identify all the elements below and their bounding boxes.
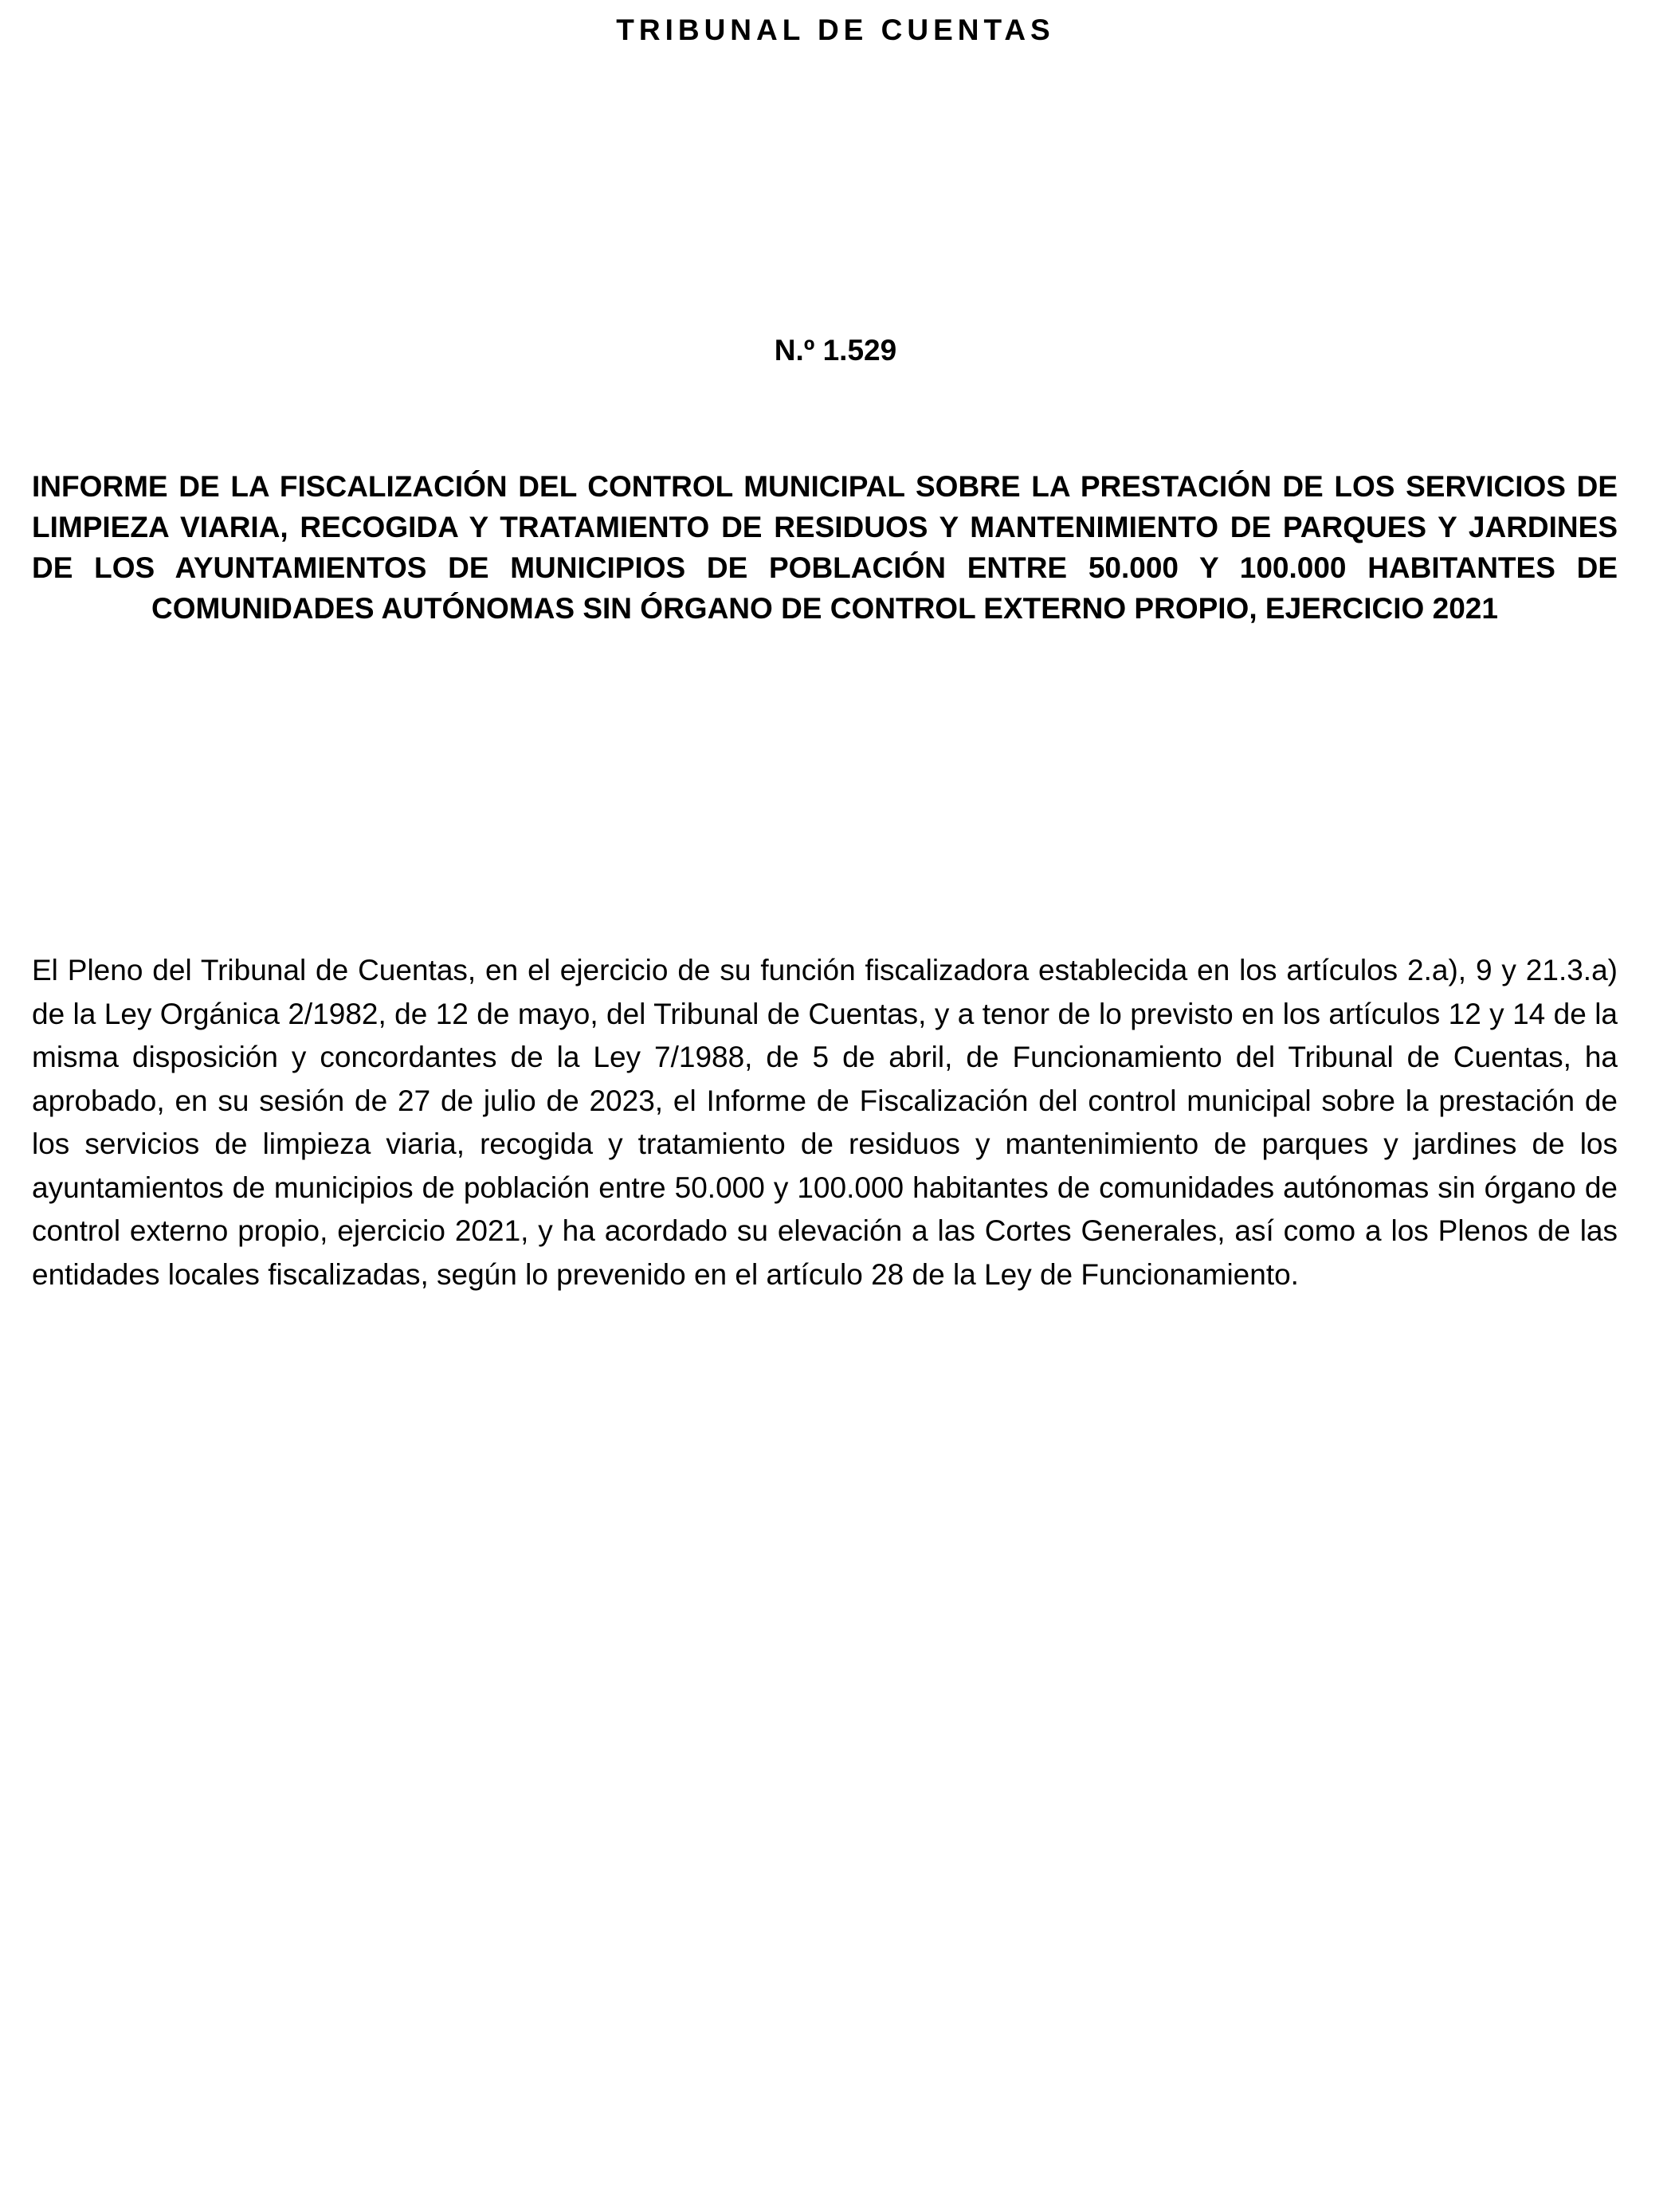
report-title: INFORME DE LA FISCALIZACIÓN DEL CONTROL MUNICIPAL SOBRE LA PRESTACIÓN DE LOS SERVICIOS DE LIMPIEZA VIARIA, RECOGIDA Y TRATAMIENTO DE RESIDUOS Y MANTENIMIENTO DE PARQUES Y JARDINES DE LOS AYUNTAMIENTOS DE MUNICIPIOS DE POBLACIÓN ENTRE 50.000 Y 100.000 HABITANTES DE COMUNIDADES AUTÓNOMAS SIN ÓRGANO DE CONTROL EXTERNO PROPIO, EJERCICIO 2021 — [32, 470, 1618, 625]
institution-header: TRIBUNAL DE CUENTAS — [616, 14, 1055, 46]
report-number: N.º 1.529 — [774, 334, 897, 367]
approval-paragraph: El Pleno del Tribunal de Cuentas, en el ejercicio de su función fiscalizadora establecida en los artículos 2.a), 9 y 21.3.a) de la Ley Orgánica 2/1982, de 12 de mayo, del Tribunal de Cuentas, y a tenor de lo previsto en los artículos 12 y 14 de la misma disposición y concordantes de la Ley 7/1988, de 5 de abril, de Funcionamiento del Tribunal de Cuentas, ha aprobado, en su sesión de 27 de julio de 2023, el Informe de Fiscalización del control municipal sobre la prestación de los servicios de limpieza viaria, recogida y tratamiento de residuos y mantenimiento de parques y jardines de los ayuntamientos de municipios de población entre 50.000 y 100.000 habitantes de comunidades autónomas sin órgano de control externo propio, ejercicio 2021, y ha acordado su elevación a las Cortes Generales, así como a los Plenos de las entidades locales fiscalizadas, según lo prevenido en el artículo 28 de la Ley de Funcionamiento. — [32, 954, 1618, 1291]
